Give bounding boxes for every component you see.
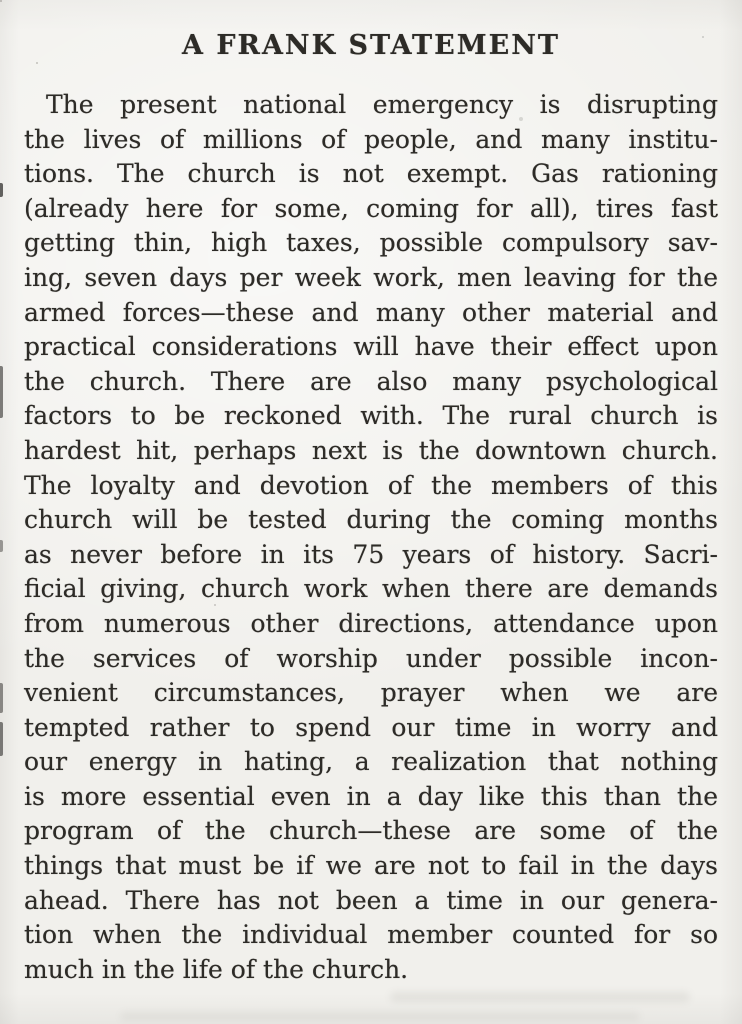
text-line: much in the life of the church. xyxy=(24,954,409,984)
text-line: from numerous other directions, attendance upon xyxy=(24,608,718,638)
text-line: tion when the individual member counted for so xyxy=(24,920,718,950)
text-line: church will be tested during the coming months xyxy=(24,505,718,535)
scan-smudge xyxy=(390,992,690,1002)
text-line: the lives of millions of people, and many institu- xyxy=(24,124,718,154)
text-line: The present national emergency is disrupting xyxy=(46,90,718,119)
text-line: armed forces—these and many other material and xyxy=(24,297,718,327)
text-line: things that must be if we are not to fail in the days xyxy=(24,851,718,881)
paper-speck xyxy=(0,0,2,2)
text-line: is more essential even in a day like this than the xyxy=(24,781,718,811)
text-line: program of the church—these are some of the xyxy=(24,816,718,846)
text-line: The loyalty and devotion of the members of this xyxy=(24,470,718,500)
text-line: the church. There are also many psychological xyxy=(24,366,718,396)
text-line: ing, seven days per week work, men leaving for the xyxy=(24,262,718,292)
text-line: tions. The church is not exempt. Gas rationing xyxy=(24,159,718,189)
text-line: as never before in its 75 years of history. Sacri- xyxy=(24,539,718,569)
text-line: hardest hit, perhaps next is the downtown church. xyxy=(24,435,718,465)
text-line: getting thin, high taxes, possible compulsory sav- xyxy=(24,228,718,258)
text-line: our energy in hating, a realization that nothing xyxy=(24,747,718,777)
text-line: ficial giving, church work when there are demands xyxy=(24,574,718,604)
text-line: ahead. There has not been a time in our genera- xyxy=(24,885,718,915)
text-line: the services of worship under possible incon- xyxy=(24,643,718,673)
page-title: A FRANK STATEMENT xyxy=(182,30,560,61)
text-line: factors to be reckoned with. The rural church is xyxy=(24,401,718,431)
paragraph xyxy=(24,88,718,987)
text-line: venient circumstances, prayer when we are xyxy=(24,678,718,708)
scan-smudge xyxy=(120,1012,640,1021)
text-line: tempted rather to spend our time in worry and xyxy=(24,712,718,742)
text-line: (already here for some, coming for all), tires fast xyxy=(24,193,718,223)
text-line: practical considerations will have their effect upon xyxy=(24,332,718,362)
